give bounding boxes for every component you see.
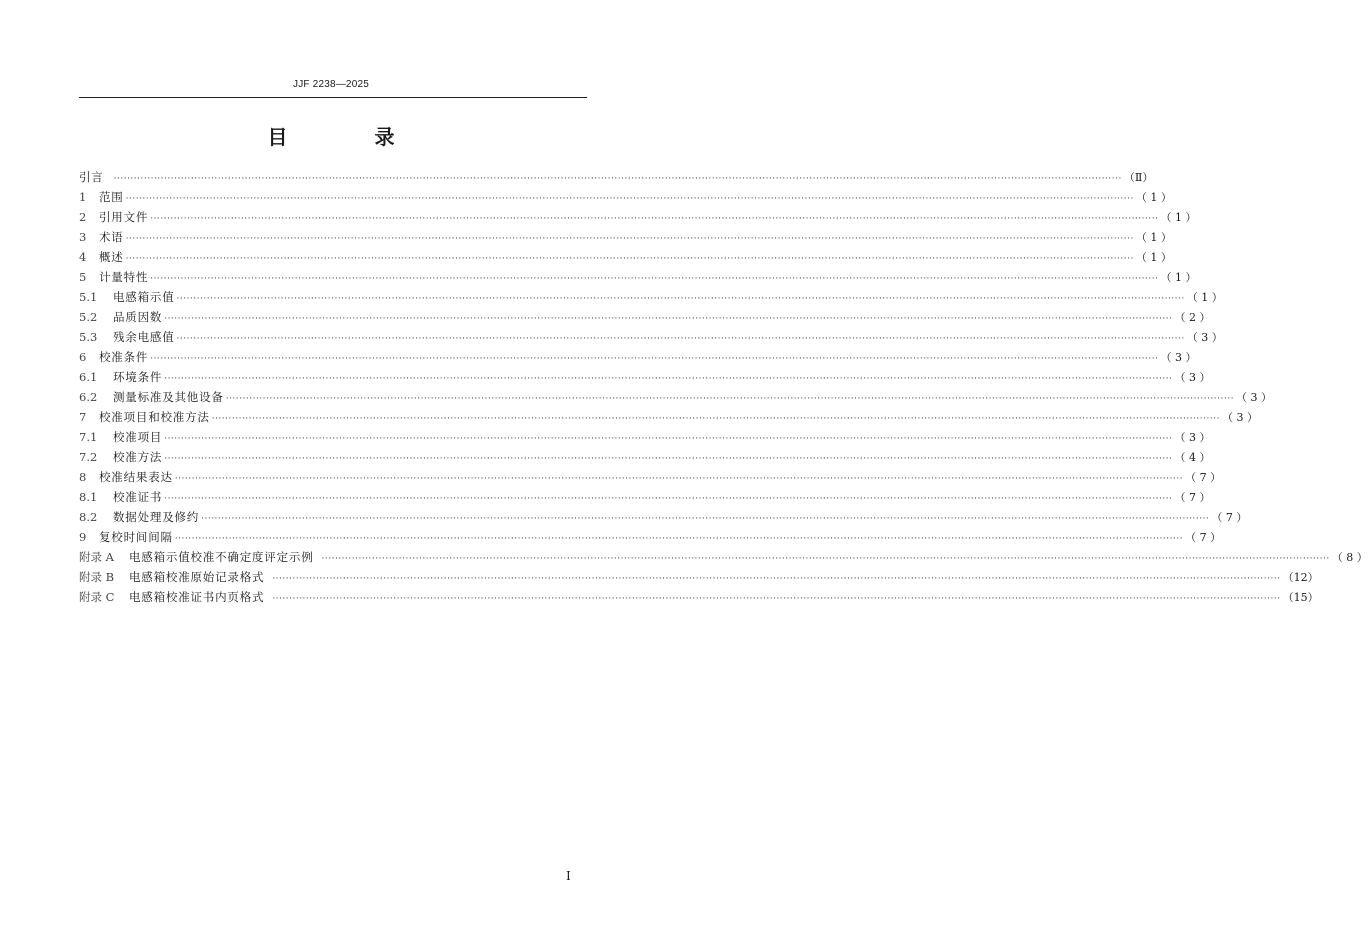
- toc-entry-number: 5.3: [79, 330, 98, 344]
- toc-entry-number: 6.2: [79, 390, 98, 404]
- header-divider: [79, 97, 587, 98]
- toc-entry-number: 6.1: [79, 370, 98, 384]
- toc-leader-dots: ············································································································································································································································································································: [176, 334, 1185, 344]
- toc-entry[interactable]: [79, 227, 1172, 247]
- toc-leader-dots: ············································································································································································································································································································: [113, 174, 1122, 184]
- toc-entry[interactable]: [79, 467, 1222, 487]
- toc-entry-page: （ 2 ）: [1174, 311, 1211, 324]
- toc-entry-title: 复校时间间隔: [99, 530, 173, 544]
- toc-entry-title: 概述: [99, 250, 124, 264]
- toc-entry[interactable]: [79, 207, 1197, 227]
- toc-entry-number: 8.2: [79, 510, 98, 524]
- toc-entry-number: 附录 B: [79, 570, 115, 584]
- toc-leader-dots: ············································································································································································································································································································: [150, 274, 1159, 284]
- table-of-contents: [79, 167, 1368, 607]
- toc-entry[interactable]: [79, 367, 1211, 387]
- toc-entry-page: （ 3 ）: [1221, 411, 1258, 424]
- toc-entry[interactable]: [79, 187, 1172, 207]
- toc-entry-title: 校准项目: [113, 430, 163, 444]
- toc-entry-number: 7: [79, 410, 87, 424]
- toc-entry[interactable]: [79, 447, 1211, 467]
- toc-entry-number: 8: [79, 470, 87, 484]
- toc-entry-title: 术语: [99, 230, 124, 244]
- toc-entry-page: （ 1 ）: [1135, 231, 1172, 244]
- toc-entry-title: 测量标准及其他设备: [113, 390, 224, 404]
- toc-entry-number: 1: [79, 190, 87, 204]
- toc-entry[interactable]: [79, 547, 1368, 567]
- toc-entry[interactable]: [79, 527, 1222, 547]
- toc-entry-number: 3: [79, 230, 87, 244]
- toc-entry-title: 残余电感值: [113, 330, 175, 344]
- toc-entry-page: （ 3 ）: [1235, 391, 1272, 404]
- toc-leader-dots: ············································································································································································································································································································: [176, 294, 1185, 304]
- toc-leader-dots: ············································································································································································································································································································: [164, 454, 1173, 464]
- toc-entry-number: 8.1: [79, 490, 98, 504]
- toc-entry-title: 范围: [99, 190, 124, 204]
- toc-entry[interactable]: [79, 347, 1197, 367]
- document-code-header: JJF 2238—2025: [293, 79, 369, 90]
- toc-entry[interactable]: [79, 167, 1154, 187]
- toc-entry-page: （ 1 ）: [1135, 191, 1172, 204]
- toc-entry-page: （ 7 ）: [1185, 531, 1222, 544]
- toc-entry-title: 引用文件: [99, 210, 149, 224]
- toc-entry-number: 6: [79, 350, 87, 364]
- toc-entry[interactable]: [79, 267, 1197, 287]
- toc-leader-dots: ············································································································································································································································································································: [201, 514, 1210, 524]
- toc-entry[interactable]: [79, 407, 1258, 427]
- toc-entry[interactable]: [79, 487, 1211, 507]
- toc-entry-page: （ 1 ）: [1160, 211, 1197, 224]
- toc-entry-title: 校准证书: [113, 490, 163, 504]
- toc-entry[interactable]: [79, 587, 1319, 607]
- toc-entry-page: （ 7 ）: [1211, 511, 1248, 524]
- toc-entry-page: （ 1 ）: [1135, 251, 1172, 264]
- toc-entry-title: 电感箱校准证书内页格式: [129, 590, 265, 604]
- toc-leader-dots: ············································································································································································································································································································: [125, 254, 1134, 264]
- toc-entry-number: 5.2: [79, 310, 98, 324]
- toc-entry-number: 5: [79, 270, 87, 284]
- toc-entry-title: 环境条件: [113, 370, 163, 384]
- toc-entry-title: 数据处理及修约: [113, 510, 200, 524]
- toc-leader-dots: ············································································································································································································································································································: [164, 494, 1173, 504]
- toc-entry[interactable]: [79, 307, 1211, 327]
- toc-entry-page: （ 3 ）: [1186, 331, 1223, 344]
- toc-leader-dots: ············································································································································································································································································································: [150, 214, 1159, 224]
- toc-entry-page: （ 1 ）: [1160, 271, 1197, 284]
- toc-entry-title: 电感箱校准原始记录格式: [129, 570, 265, 584]
- toc-entry-page: （ 3 ）: [1160, 351, 1197, 364]
- toc-entry-page: （12）: [1282, 571, 1319, 584]
- toc-entry-title: 电感箱示值: [113, 290, 175, 304]
- toc-entry-page: （ 3 ）: [1174, 431, 1211, 444]
- toc-leader-dots: ············································································································································································································································································································: [125, 234, 1134, 244]
- toc-entry-page: （15）: [1282, 591, 1319, 604]
- toc-entry-number: 5.1: [79, 290, 98, 304]
- toc-leader-dots: ············································································································································································································································································································: [174, 534, 1184, 544]
- page-title-text: 目 录: [267, 125, 435, 149]
- toc-leader-dots: ············································································································································································································································································································: [225, 394, 1234, 404]
- toc-leader-dots: ············································································································································································································································································································: [174, 474, 1184, 484]
- toc-leader-dots: ············································································································································································································································································································: [321, 554, 1330, 564]
- toc-entry[interactable]: [79, 247, 1172, 267]
- toc-entry-title: 校准方法: [113, 450, 163, 464]
- toc-leader-dots: ············································································································································································································································································································: [164, 434, 1173, 444]
- page-title: [0, 121, 662, 150]
- toc-entry-page: （ 4 ）: [1174, 451, 1211, 464]
- toc-leader-dots: ············································································································································································································································································································: [211, 414, 1220, 424]
- toc-leader-dots: ············································································································································································································································································································: [272, 594, 1281, 604]
- toc-entry[interactable]: [79, 287, 1223, 307]
- toc-entry-number: 4: [79, 250, 87, 264]
- toc-entry-number: 附录 A: [79, 550, 114, 564]
- toc-entry[interactable]: [79, 327, 1223, 347]
- toc-entry-page: （Ⅱ）: [1123, 171, 1154, 184]
- toc-leader-dots: ············································································································································································································································································································: [150, 354, 1159, 364]
- toc-entry[interactable]: [79, 507, 1248, 527]
- page-number: I: [566, 869, 571, 883]
- toc-entry-title: 引言: [79, 170, 104, 184]
- toc-entry-number: 2: [79, 210, 87, 224]
- toc-entry-page: （ 3 ）: [1174, 371, 1211, 384]
- toc-entry-page: （ 7 ）: [1185, 471, 1222, 484]
- toc-entry-title: 校准项目和校准方法: [99, 410, 210, 424]
- toc-leader-dots: ············································································································································································································································································································: [125, 194, 1134, 204]
- toc-entry-title: 电感箱示值校准不确定度评定示例: [129, 550, 314, 564]
- toc-leader-dots: ············································································································································································································································································································: [164, 374, 1173, 384]
- toc-entry-title: 校准结果表达: [99, 470, 173, 484]
- toc-entry-number: 9: [79, 530, 87, 544]
- toc-entry[interactable]: [79, 387, 1272, 407]
- toc-entry[interactable]: [79, 427, 1211, 447]
- toc-entry-title: 校准条件: [99, 350, 149, 364]
- toc-entry-title: 计量特性: [99, 270, 149, 284]
- toc-entry-number: 7.1: [79, 430, 98, 444]
- toc-leader-dots: ············································································································································································································································································································: [272, 574, 1281, 584]
- toc-entry-title: 品质因数: [113, 310, 163, 324]
- toc-entry[interactable]: [79, 567, 1319, 587]
- toc-entry-page: （ 7 ）: [1174, 491, 1211, 504]
- toc-entry-number: 7.2: [79, 450, 98, 464]
- toc-leader-dots: ············································································································································································································································································································: [164, 314, 1173, 324]
- toc-entry-page: （ 8 ）: [1331, 551, 1368, 564]
- toc-entry-page: （ 1 ）: [1186, 291, 1223, 304]
- toc-entry-number: 附录 C: [79, 590, 115, 604]
